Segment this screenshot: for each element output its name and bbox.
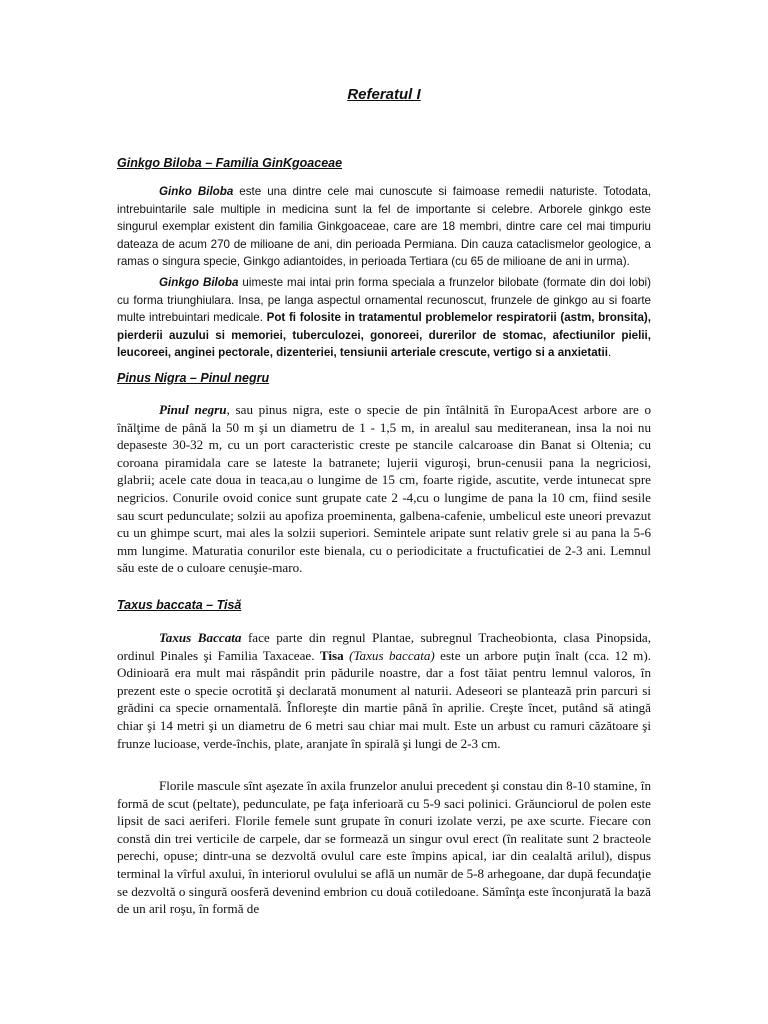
paragraph-italic-text: (Taxus baccata) bbox=[343, 647, 435, 663]
paragraph-text: , sau pinus nigra, este o specie de pin întâlnită în EuropaAcest arbore are o înălţime de până la 50 m şi un diametru de 1 - 1,5 m, in arealul sau mediteranean, insa la noi nu depaseste 30-32 m, cu un port caracteristic creste pe stancile calcaroase din Banat si Oltenia; cu coroana piramidala care se lateste la batranete; lujerii viguroşi, brun-cenusii pana la negriciosi, glabrii; acele cate doua in teaca,au o lungime de 15 cm, foarte rigide, ascutite, verde intunecat spre negricios. Conurile ovoid conice sunt grupate cate 2 -4,cu o lungime de pana la 10 cm, fiind sesile sau scurt pedunculate; solzii au apofiza proeminenta, galbena-cafenie, umbelicul este uneori prevazut cu un ghimpe scurt, mai ales la solzii superiori. Semintele aripate sunt relativ grele si au pana la 5-6 mm lungime. Maturatia conurilor este bienala, cu o periodicitate a fructuficatiei de 2-3 ani. Lemnul său este de o culoare cenuşie-maro. bbox=[117, 402, 651, 576]
section-heading-taxus: Taxus baccata – Tisă bbox=[117, 598, 242, 612]
paragraph-text: Florile mascule sînt aşezate în axila frunzelor anului precedent şi constau din 8-10 stamine, în formă de scut (peltate), pedunculate, pe faţa inferioară cu 5-9 saci polinici. Grăunciorul de polen este lipsit de saci aeriferi. Florile femele sunt grupate în conuri izolate verzi, pe axe scurte. Fiecare con constă din trei verticile de carpele, dar se formează un singur ovul erect (în realitate sunt 2 bracteole perechi, opuse; dintr-una se dezvoltă ovulul care este împins apical, iar din cealaltă arilul), dispus terminal la vîrful axului, în interiorul ovulului se află un număr de 5-8 arhegoane, dar după fecundaţie se dezvoltă o singură oosferă devenind embrion cu două cotiledoane. Sămînţa este înconjurată la bază de un aril roşu, în formă de bbox=[117, 778, 651, 917]
paragraph-end: . bbox=[608, 346, 612, 360]
paragraph-ginkgo-1 bbox=[117, 183, 651, 271]
paragraph-lead: Taxus Baccata bbox=[159, 630, 242, 645]
paragraph-text: face parte din regnul Plantae, subregnul Tracheobionta, clasa Pinopsida, ordinul Pinales şi Familia Taxaceae. bbox=[117, 630, 651, 663]
paragraph-lead: Ginkgo Biloba bbox=[159, 276, 239, 289]
paragraph-text: este un arbore puţin înalt (cca. 12 m). Odinioară era mult mai răspândit prin pădurile noastre, dar a fost tăiat pentru lemnul valoros, în prezent este o specie ocrotită şi declarată monument al naturii. Adeseori se plantează prin parcuri si grădini ca specie ornamentală. Înfloreşte din martie până în aprilie. Creşte încet, putând să atingă chiar şi 14 metri şi un diametru de 6 metri sau chiar mai mult. Este un arbust cu ramuri căzătoare şi frunze lucioase, verde-închis, plate, aranjate în spirală şi lungi de 2-3 cm. bbox=[117, 647, 651, 751]
paragraph-lead: Ginko Biloba bbox=[159, 185, 234, 198]
section-heading-pinus: Pinus Nigra – Pinul negru bbox=[117, 371, 270, 385]
section-heading-ginkgo: Ginkgo Biloba – Familia GinKgoaceae bbox=[117, 156, 343, 170]
paragraph-bold-text: Tisa bbox=[319, 647, 344, 663]
paragraph-taxus-1 bbox=[117, 629, 651, 752]
page-title: Referatul I bbox=[347, 86, 421, 103]
paragraph-text: uimeste mai intai prin forma speciala a frunzelor bilobate (formate din doi lobi) cu forma triunghiulara. Insa, pe langa aspectul ornamental recunoscut, frunzele de ginkgo au si foarte multe intrebuintari medicale. bbox=[117, 276, 651, 325]
paragraph-bold-text: Pot fi folosite in tratamentul problemelor respiratorii (astm, bronsita), pierderii auzului si memoriei, tuberculozei, gonoreei, durerilor de stomac, afectiunilor pielii, leucoreei, anginei pectorale, dizenteriei, tensiunii arteriale crescute, vertigo si a anxietatii bbox=[117, 311, 651, 360]
paragraph-ginkgo-2 bbox=[117, 274, 651, 362]
paragraph-taxus-2 bbox=[117, 777, 651, 918]
paragraph-lead: Pinul negru bbox=[159, 402, 227, 417]
paragraph-text: este una dintre cele mai cunoscute si faimoase remedii naturiste. Totodata, intrebuintarile sale multiple in medicina sunt la fel de importante si celebre. Arborele ginkgo este singurul exemplar existent din familia Ginkgoaceae, care are 18 membri, dintre care cel mai timpuriu dateaza de acum 270 de milioane de ani, din perioada Permiana. Din cauza cataclismelor geologice, a ramas o singura specie, Ginkgo adiantoides, in perioada Tertiara (cu 65 de milioane de ani in urma). bbox=[117, 185, 651, 269]
paragraph-pinus-1 bbox=[117, 401, 651, 577]
